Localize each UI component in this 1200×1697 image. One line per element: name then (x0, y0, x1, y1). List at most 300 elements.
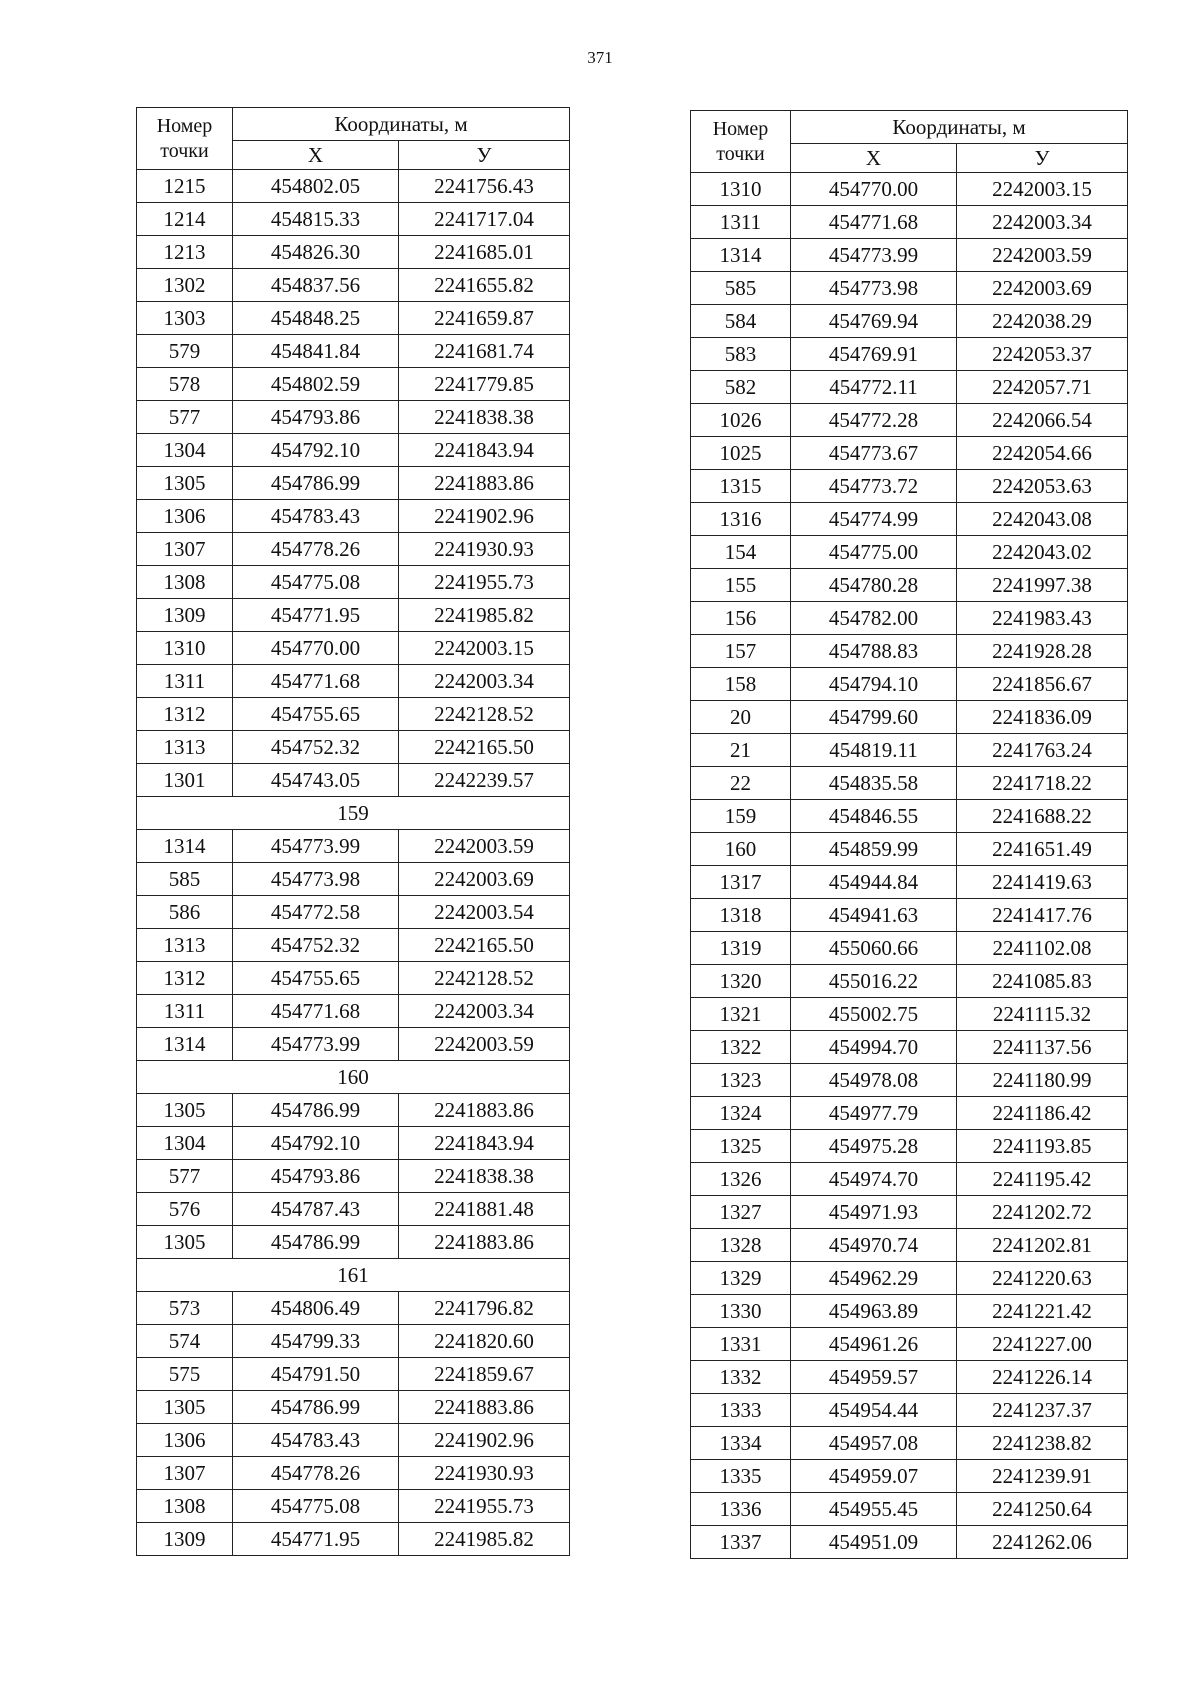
x-coordinate-cell: 454971.93 (791, 1196, 957, 1229)
table-row (137, 401, 570, 434)
x-coordinate-cell: 454959.57 (791, 1361, 957, 1394)
y-coordinate-cell: 2242043.02 (957, 536, 1128, 569)
table-row (691, 734, 1128, 767)
y-coordinate-cell: 2241928.28 (957, 635, 1128, 668)
table-row (691, 536, 1128, 569)
y-coordinate-cell: 2242003.34 (399, 995, 570, 1028)
point-number-cell: 1331 (691, 1328, 791, 1361)
table-header (691, 111, 1128, 173)
table-row (137, 863, 570, 896)
point-number-header-line2: точки (160, 139, 209, 162)
y-coordinate-cell: 2242003.15 (399, 632, 570, 665)
x-coordinate-cell: 454799.60 (791, 701, 957, 734)
table-row (137, 1523, 570, 1556)
x-coordinate-cell: 454848.25 (233, 302, 399, 335)
x-coordinate-cell: 454755.65 (233, 698, 399, 731)
point-number-cell: 1215 (137, 170, 233, 203)
x-coordinate-cell: 454782.00 (791, 602, 957, 635)
table-row (137, 698, 570, 731)
y-coordinate-cell: 2241685.01 (399, 236, 570, 269)
point-number-cell: 1324 (691, 1097, 791, 1130)
point-number-header-line2: точки (716, 142, 765, 165)
point-number-cell: 21 (691, 734, 791, 767)
section-label: 161 (137, 1259, 570, 1292)
x-coordinate-cell: 454786.99 (233, 1226, 399, 1259)
x-coordinate-cell: 454815.33 (233, 203, 399, 236)
y-coordinate-cell: 2241688.22 (957, 800, 1128, 833)
point-number-cell: 1306 (137, 1424, 233, 1457)
x-coordinate-cell: 454771.68 (233, 995, 399, 1028)
x-coordinate-cell: 454837.56 (233, 269, 399, 302)
y-coordinate-cell: 2241756.43 (399, 170, 570, 203)
x-coordinate-cell: 454772.28 (791, 404, 957, 437)
point-number-cell: 1025 (691, 437, 791, 470)
table-row (137, 896, 570, 929)
table-row (691, 272, 1128, 305)
y-coordinate-cell: 2241115.32 (957, 998, 1128, 1031)
y-coordinate-cell: 2241930.93 (399, 533, 570, 566)
table-row (691, 602, 1128, 635)
point-number-cell: 1311 (691, 206, 791, 239)
table-row (691, 1328, 1128, 1361)
x-coordinate-cell: 454859.99 (791, 833, 957, 866)
table-row (691, 1196, 1128, 1229)
y-coordinate-cell: 2241250.64 (957, 1493, 1128, 1526)
table-row (691, 1526, 1128, 1559)
y-coordinate-cell: 2241202.81 (957, 1229, 1128, 1262)
table-row (137, 170, 570, 203)
y-coordinate-cell: 2241955.73 (399, 566, 570, 599)
y-coordinate-cell: 2241902.96 (399, 500, 570, 533)
y-coordinate-cell: 2241883.86 (399, 1391, 570, 1424)
point-number-cell: 1314 (137, 1028, 233, 1061)
y-coordinate-cell: 2241220.63 (957, 1262, 1128, 1295)
y-coordinate-cell: 2241718.22 (957, 767, 1128, 800)
table-row (691, 998, 1128, 1031)
table-row (691, 206, 1128, 239)
point-number-cell: 1312 (137, 962, 233, 995)
section-row (137, 1259, 570, 1292)
table-body (691, 173, 1128, 1559)
point-number-cell: 1309 (137, 599, 233, 632)
y-coordinate-cell: 2242003.34 (957, 206, 1128, 239)
section-row (137, 797, 570, 830)
y-coordinate-cell: 2241202.72 (957, 1196, 1128, 1229)
point-number-cell: 1312 (137, 698, 233, 731)
coordinates-header: Координаты, м (791, 111, 1128, 144)
point-number-header-line1: Номер (156, 114, 213, 137)
x-coordinate-cell: 454977.79 (791, 1097, 957, 1130)
y-coordinate-cell: 2241262.06 (957, 1526, 1128, 1559)
x-coordinate-cell: 454752.32 (233, 731, 399, 764)
x-coordinate-cell: 454962.29 (791, 1262, 957, 1295)
table-row (691, 1493, 1128, 1526)
point-number-cell: 1303 (137, 302, 233, 335)
point-number-cell: 20 (691, 701, 791, 734)
point-number-cell: 1320 (691, 965, 791, 998)
table-row (691, 1460, 1128, 1493)
x-coordinate-cell: 454941.63 (791, 899, 957, 932)
x-coordinate-cell: 454771.95 (233, 1523, 399, 1556)
point-number-cell: 1314 (691, 239, 791, 272)
x-coordinate-cell: 454963.89 (791, 1295, 957, 1328)
point-number-cell: 1313 (137, 731, 233, 764)
coordinates-table-right (690, 110, 1128, 1559)
x-coordinate-cell: 454773.99 (233, 1028, 399, 1061)
point-number-header (691, 111, 791, 173)
x-coordinate-cell: 454769.91 (791, 338, 957, 371)
table-row (691, 1427, 1128, 1460)
x-coordinate-cell: 454841.84 (233, 335, 399, 368)
y-coordinate-cell: 2241186.42 (957, 1097, 1128, 1130)
y-coordinate-cell: 2242003.59 (399, 830, 570, 863)
y-coordinate-cell: 2241856.67 (957, 668, 1128, 701)
x-coordinate-cell: 454974.70 (791, 1163, 957, 1196)
x-coordinate-cell: 454975.28 (791, 1130, 957, 1163)
x-coordinate-cell: 454775.08 (233, 1490, 399, 1523)
y-coordinate-cell: 2242239.57 (399, 764, 570, 797)
x-coordinate-cell: 454994.70 (791, 1031, 957, 1064)
coordinates-header: Координаты, м (233, 108, 570, 141)
y-coordinate-cell: 2241763.24 (957, 734, 1128, 767)
point-number-cell: 158 (691, 668, 791, 701)
x-coordinate-cell: 454743.05 (233, 764, 399, 797)
x-coordinate-cell: 454826.30 (233, 236, 399, 269)
x-coordinate-cell: 454978.08 (791, 1064, 957, 1097)
table-row (691, 965, 1128, 998)
point-number-cell: 1334 (691, 1427, 791, 1460)
table-row (137, 500, 570, 533)
x-coordinate-cell: 454771.68 (233, 665, 399, 698)
y-coordinate-cell: 2241820.60 (399, 1325, 570, 1358)
point-number-cell: 1304 (137, 434, 233, 467)
point-number-cell: 1213 (137, 236, 233, 269)
table-row (691, 404, 1128, 437)
coordinates-table-left (136, 107, 570, 1556)
y-coordinate-cell: 2241983.43 (957, 602, 1128, 635)
point-number-cell: 1327 (691, 1196, 791, 1229)
table-row (137, 1094, 570, 1127)
table-row (691, 899, 1128, 932)
y-coordinate-cell: 2241238.82 (957, 1427, 1128, 1460)
y-coordinate-cell: 2241836.09 (957, 701, 1128, 734)
x-column-header: X (791, 144, 957, 173)
point-number-cell: 157 (691, 635, 791, 668)
point-number-cell: 1307 (137, 1457, 233, 1490)
point-number-cell: 575 (137, 1358, 233, 1391)
x-coordinate-cell: 454771.68 (791, 206, 957, 239)
x-coordinate-cell: 454961.26 (791, 1328, 957, 1361)
x-coordinate-cell: 454773.67 (791, 437, 957, 470)
y-coordinate-cell: 2242038.29 (957, 305, 1128, 338)
x-coordinate-cell: 454957.08 (791, 1427, 957, 1460)
table-row (691, 1295, 1128, 1328)
y-coordinate-cell: 2241883.86 (399, 1094, 570, 1127)
point-number-cell: 1325 (691, 1130, 791, 1163)
point-number-cell: 1328 (691, 1229, 791, 1262)
y-column-header: У (399, 141, 570, 170)
x-coordinate-cell: 454787.43 (233, 1193, 399, 1226)
point-number-cell: 577 (137, 401, 233, 434)
y-coordinate-cell: 2241417.76 (957, 899, 1128, 932)
table-row (137, 1160, 570, 1193)
y-coordinate-cell: 2242003.34 (399, 665, 570, 698)
y-coordinate-cell: 2241955.73 (399, 1490, 570, 1523)
x-coordinate-cell: 454951.09 (791, 1526, 957, 1559)
x-coordinate-cell: 454791.50 (233, 1358, 399, 1391)
point-number-cell: 1321 (691, 998, 791, 1031)
y-coordinate-cell: 2241227.00 (957, 1328, 1128, 1361)
x-coordinate-cell: 454778.26 (233, 1457, 399, 1490)
point-number-cell: 1330 (691, 1295, 791, 1328)
x-coordinate-cell: 454970.74 (791, 1229, 957, 1262)
table-row (691, 1097, 1128, 1130)
table-row (691, 1229, 1128, 1262)
x-coordinate-cell: 454770.00 (791, 173, 957, 206)
table-row (691, 635, 1128, 668)
section-row (137, 1061, 570, 1094)
x-coordinate-cell: 454775.08 (233, 566, 399, 599)
y-coordinate-cell: 2242066.54 (957, 404, 1128, 437)
x-coordinate-cell: 454771.95 (233, 599, 399, 632)
table-row (137, 1424, 570, 1457)
point-number-cell: 582 (691, 371, 791, 404)
point-number-cell: 1302 (137, 269, 233, 302)
table-row (691, 833, 1128, 866)
table-row (137, 1292, 570, 1325)
point-number-cell: 1214 (137, 203, 233, 236)
table-row (691, 503, 1128, 536)
point-number-cell: 1301 (137, 764, 233, 797)
table-row (137, 1028, 570, 1061)
table-row (691, 1262, 1128, 1295)
table-row (691, 173, 1128, 206)
point-number-cell: 1318 (691, 899, 791, 932)
y-coordinate-cell: 2242003.69 (957, 272, 1128, 305)
table-row (691, 1130, 1128, 1163)
table-row (691, 371, 1128, 404)
y-coordinate-cell: 2241930.93 (399, 1457, 570, 1490)
x-coordinate-cell: 454769.94 (791, 305, 957, 338)
y-coordinate-cell: 2242053.63 (957, 470, 1128, 503)
point-number-cell: 579 (137, 335, 233, 368)
y-coordinate-cell: 2241193.85 (957, 1130, 1128, 1163)
table-row (137, 203, 570, 236)
y-coordinate-cell: 2241902.96 (399, 1424, 570, 1457)
point-number-header-line1: Номер (712, 117, 769, 140)
point-number-cell: 584 (691, 305, 791, 338)
table-row (137, 830, 570, 863)
point-number-cell: 1308 (137, 566, 233, 599)
table-row (137, 731, 570, 764)
table-row (137, 1391, 570, 1424)
point-number-cell: 1319 (691, 932, 791, 965)
point-number-cell: 1336 (691, 1493, 791, 1526)
y-coordinate-cell: 2242043.08 (957, 503, 1128, 536)
y-coordinate-cell: 2242003.59 (957, 239, 1128, 272)
table-row (137, 599, 570, 632)
table-row (691, 800, 1128, 833)
point-number-cell: 1311 (137, 665, 233, 698)
point-number-cell: 1310 (137, 632, 233, 665)
table-row (691, 338, 1128, 371)
point-number-cell: 1333 (691, 1394, 791, 1427)
table-body (137, 170, 570, 1556)
point-number-cell: 1315 (691, 470, 791, 503)
y-coordinate-cell: 2241195.42 (957, 1163, 1128, 1196)
y-coordinate-cell: 2241651.49 (957, 833, 1128, 866)
y-coordinate-cell: 2241221.42 (957, 1295, 1128, 1328)
y-coordinate-cell: 2242053.37 (957, 338, 1128, 371)
x-coordinate-cell: 454783.43 (233, 500, 399, 533)
table-row (691, 767, 1128, 800)
point-number-cell: 576 (137, 1193, 233, 1226)
x-coordinate-cell: 454772.58 (233, 896, 399, 929)
table-row (137, 1127, 570, 1160)
point-number-cell: 1337 (691, 1526, 791, 1559)
x-coordinate-cell: 454786.99 (233, 1094, 399, 1127)
table-row (691, 1394, 1128, 1427)
point-number-cell: 1322 (691, 1031, 791, 1064)
table-row (137, 1193, 570, 1226)
x-coordinate-cell: 454755.65 (233, 962, 399, 995)
point-number-cell: 574 (137, 1325, 233, 1358)
x-coordinate-cell: 455016.22 (791, 965, 957, 998)
point-number-cell: 155 (691, 569, 791, 602)
y-coordinate-cell: 2242003.15 (957, 173, 1128, 206)
table-row (137, 1457, 570, 1490)
x-coordinate-cell: 454770.00 (233, 632, 399, 665)
point-number-cell: 1314 (137, 830, 233, 863)
y-coordinate-cell: 2241985.82 (399, 1523, 570, 1556)
table-row (137, 368, 570, 401)
table-row (137, 632, 570, 665)
x-coordinate-cell: 454778.26 (233, 533, 399, 566)
table-row (691, 470, 1128, 503)
x-coordinate-cell: 454819.11 (791, 734, 957, 767)
x-coordinate-cell: 454846.55 (791, 800, 957, 833)
x-coordinate-cell: 454786.99 (233, 467, 399, 500)
point-number-cell: 160 (691, 833, 791, 866)
table-row (137, 929, 570, 962)
x-coordinate-cell: 454802.59 (233, 368, 399, 401)
y-coordinate-cell: 2242128.52 (399, 698, 570, 731)
y-coordinate-cell: 2242128.52 (399, 962, 570, 995)
x-coordinate-cell: 454959.07 (791, 1460, 957, 1493)
point-number-cell: 159 (691, 800, 791, 833)
y-coordinate-cell: 2241997.38 (957, 569, 1128, 602)
x-coordinate-cell: 454954.44 (791, 1394, 957, 1427)
point-number-cell: 583 (691, 338, 791, 371)
x-coordinate-cell: 454775.00 (791, 536, 957, 569)
y-coordinate-cell: 2241779.85 (399, 368, 570, 401)
x-coordinate-cell: 454799.33 (233, 1325, 399, 1358)
point-number-cell: 1309 (137, 1523, 233, 1556)
table-row (691, 1031, 1128, 1064)
table-row (691, 305, 1128, 338)
table-row (137, 236, 570, 269)
point-number-cell: 1310 (691, 173, 791, 206)
y-coordinate-cell: 2241838.38 (399, 401, 570, 434)
x-coordinate-cell: 454794.10 (791, 668, 957, 701)
y-coordinate-cell: 2241419.63 (957, 866, 1128, 899)
y-coordinate-cell: 2241237.37 (957, 1394, 1128, 1427)
y-coordinate-cell: 2241655.82 (399, 269, 570, 302)
y-coordinate-cell: 2241659.87 (399, 302, 570, 335)
point-number-cell: 1307 (137, 533, 233, 566)
point-number-cell: 1026 (691, 404, 791, 437)
table-row (137, 302, 570, 335)
x-coordinate-cell: 454793.86 (233, 1160, 399, 1193)
x-coordinate-cell: 454773.98 (791, 272, 957, 305)
table-row (691, 932, 1128, 965)
y-coordinate-cell: 2241717.04 (399, 203, 570, 236)
point-number-cell: 1313 (137, 929, 233, 962)
table-row (137, 467, 570, 500)
section-label: 159 (137, 797, 570, 830)
x-coordinate-cell: 455002.75 (791, 998, 957, 1031)
y-coordinate-cell: 2242054.66 (957, 437, 1128, 470)
table-row (137, 962, 570, 995)
point-number-cell: 1329 (691, 1262, 791, 1295)
x-coordinate-cell: 454955.45 (791, 1493, 957, 1526)
table-row (137, 566, 570, 599)
x-column-header: X (233, 141, 399, 170)
point-number-cell: 1305 (137, 1226, 233, 1259)
y-coordinate-cell: 2241180.99 (957, 1064, 1128, 1097)
y-coordinate-cell: 2241226.14 (957, 1361, 1128, 1394)
point-number-cell: 1305 (137, 467, 233, 500)
x-coordinate-cell: 454773.72 (791, 470, 957, 503)
point-number-cell: 1323 (691, 1064, 791, 1097)
x-coordinate-cell: 454792.10 (233, 1127, 399, 1160)
x-coordinate-cell: 454806.49 (233, 1292, 399, 1325)
y-coordinate-cell: 2241137.56 (957, 1031, 1128, 1064)
y-coordinate-cell: 2241102.08 (957, 932, 1128, 965)
y-column-header: У (957, 144, 1128, 173)
table-row (691, 569, 1128, 602)
x-coordinate-cell: 454752.32 (233, 929, 399, 962)
table-row (691, 866, 1128, 899)
x-coordinate-cell: 454773.99 (233, 830, 399, 863)
table-header (137, 108, 570, 170)
x-coordinate-cell: 454944.84 (791, 866, 957, 899)
x-coordinate-cell: 455060.66 (791, 932, 957, 965)
table-row (137, 1490, 570, 1523)
y-coordinate-cell: 2242165.50 (399, 731, 570, 764)
y-coordinate-cell: 2241796.82 (399, 1292, 570, 1325)
point-number-header (137, 108, 233, 170)
point-number-cell: 1304 (137, 1127, 233, 1160)
y-coordinate-cell: 2241883.86 (399, 1226, 570, 1259)
table-row (691, 1361, 1128, 1394)
table-row (137, 1325, 570, 1358)
table-row (137, 1358, 570, 1391)
table-row (691, 668, 1128, 701)
x-coordinate-cell: 454793.86 (233, 401, 399, 434)
table-row (691, 1064, 1128, 1097)
point-number-cell: 1316 (691, 503, 791, 536)
x-coordinate-cell: 454774.99 (791, 503, 957, 536)
page-number: 371 (587, 48, 613, 67)
table-row (691, 701, 1128, 734)
x-coordinate-cell: 454772.11 (791, 371, 957, 404)
x-coordinate-cell: 454792.10 (233, 434, 399, 467)
y-coordinate-cell: 2241881.48 (399, 1193, 570, 1226)
x-coordinate-cell: 454773.98 (233, 863, 399, 896)
y-coordinate-cell: 2241085.83 (957, 965, 1128, 998)
table-row (137, 764, 570, 797)
